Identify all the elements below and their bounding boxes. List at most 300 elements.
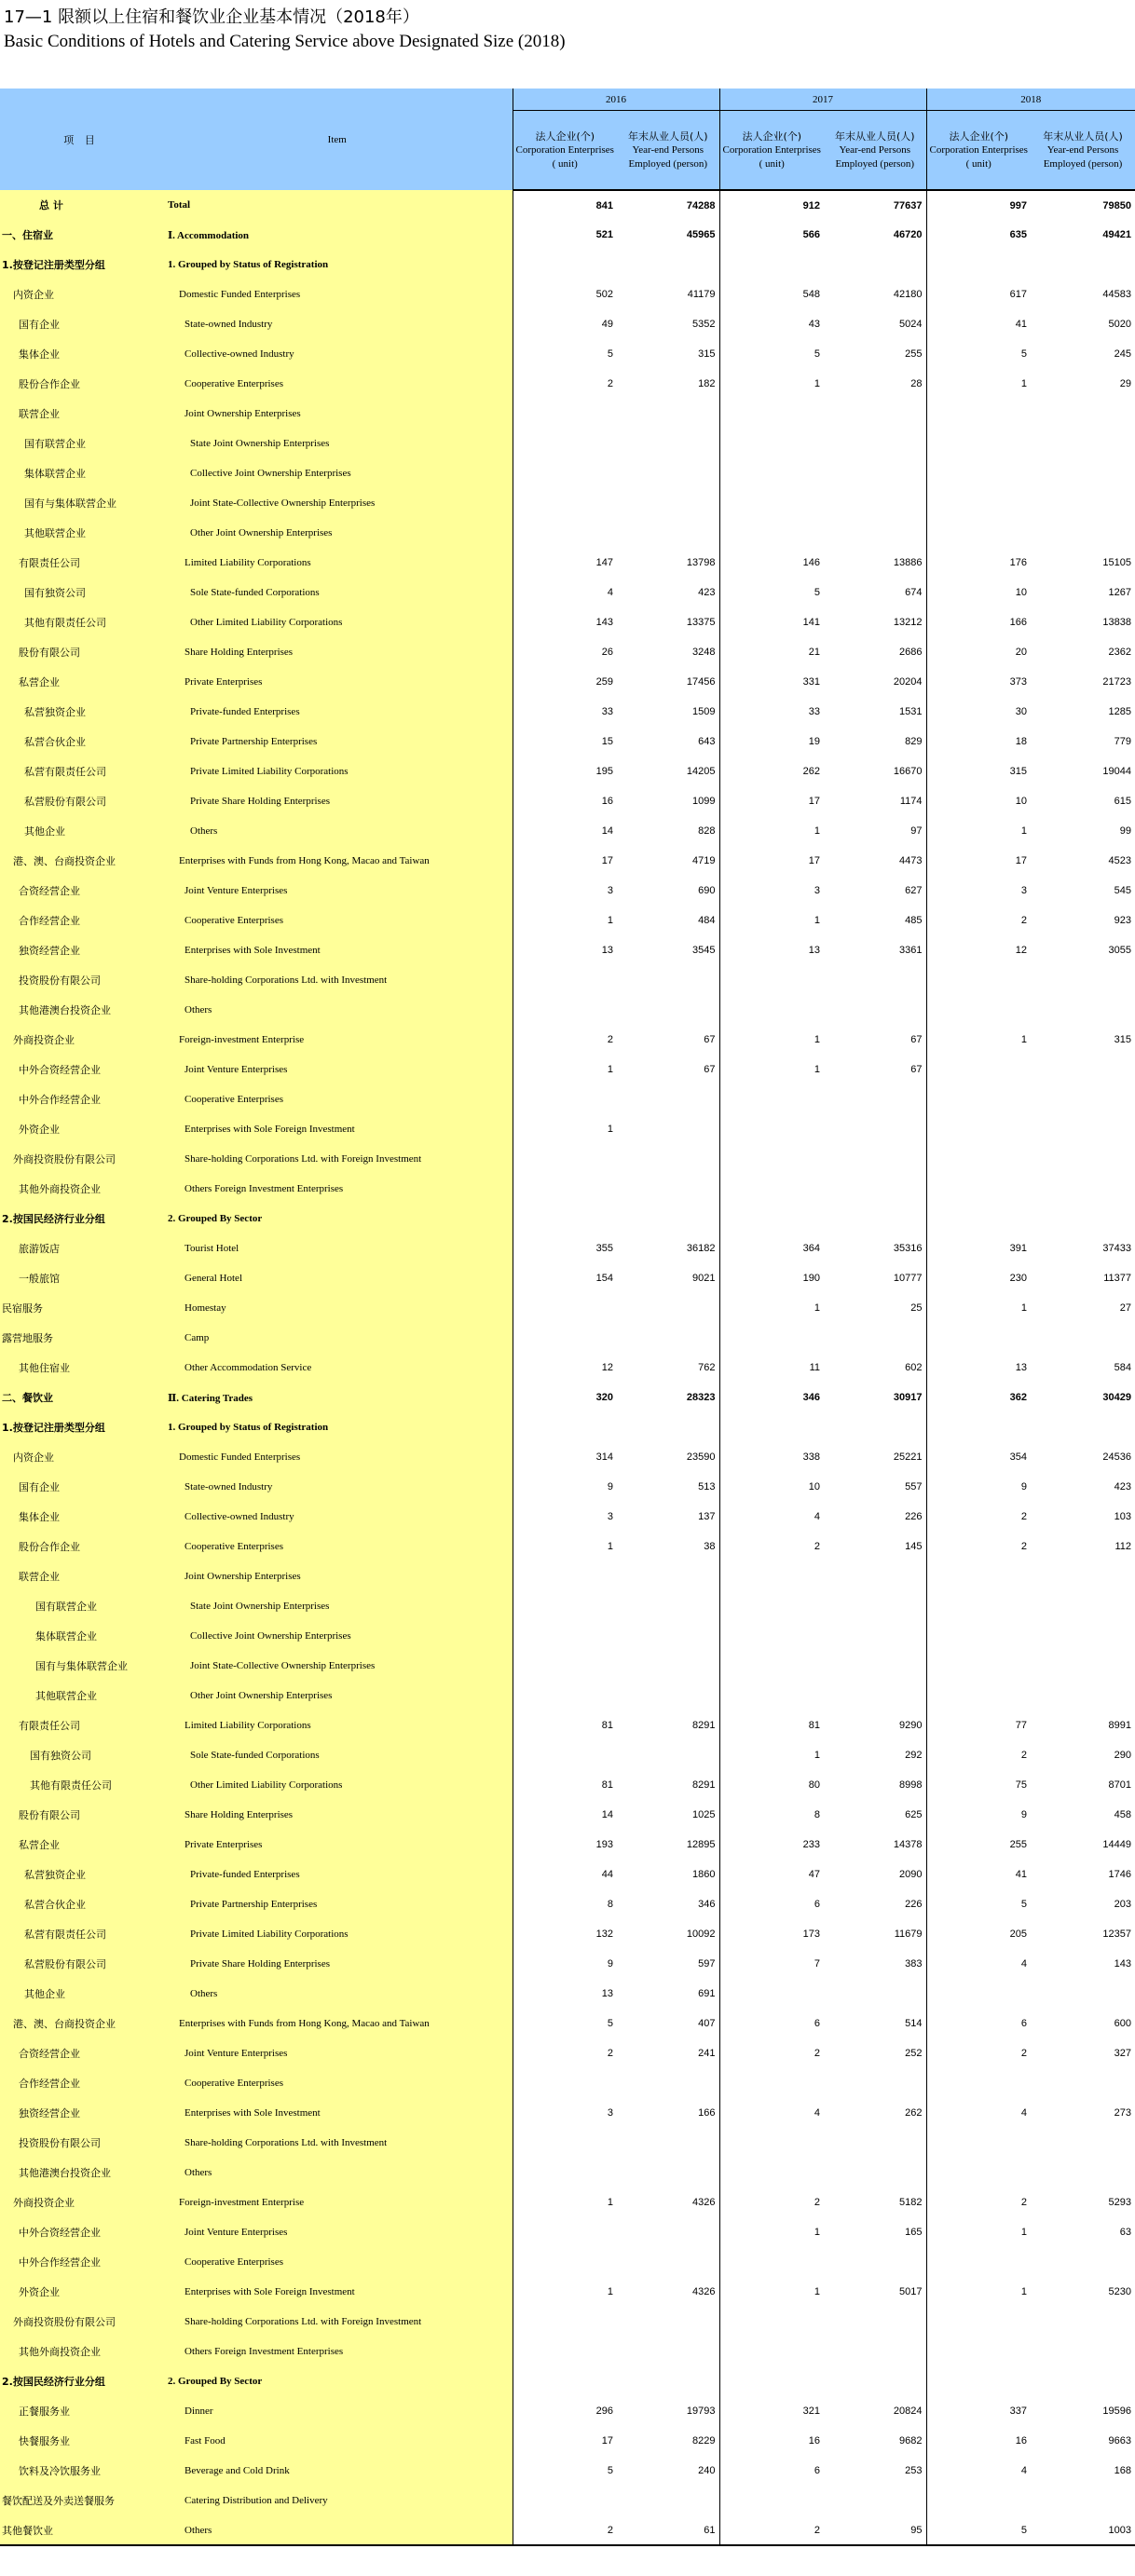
value-corporations: 2 (513, 1025, 617, 1055)
page-header (0, 0, 1135, 89)
value-corporations (719, 518, 824, 548)
value-employed (1031, 2247, 1135, 2277)
row-label-cn: 独资经营企业 (0, 2098, 162, 2128)
table-row (0, 2009, 1135, 2038)
value-corporations (719, 1591, 824, 1621)
table-row (0, 2038, 1135, 2068)
column-label-cn: 年末从业人员(人) (834, 129, 915, 143)
table-row (0, 1711, 1135, 1740)
corporation-enterprises-header (926, 111, 1031, 191)
value-employed: 226 (905, 1511, 923, 1522)
value-corporations: 17 (719, 786, 824, 816)
value-corporations (926, 995, 1031, 1025)
value-corporations: 2 (926, 1532, 1031, 1561)
value-corporations: 1 (719, 1025, 824, 1055)
value-corporations (719, 1084, 824, 1114)
value-employed: 5020 (1108, 319, 1131, 330)
value-employed: 423 (1114, 1481, 1131, 1492)
table-title-cn: 17—1 限额以上住宿和餐饮业企业基本情况（2018年） (4, 7, 419, 27)
row-label-en: Cooperative Enterprises (162, 1084, 513, 1114)
value-corporations (926, 1412, 1031, 1442)
value-corporations: 354 (926, 1442, 1031, 1472)
value-corporations: 1 (926, 2277, 1031, 2307)
value-employed (617, 1144, 719, 1174)
value-employed: 8229 (692, 2435, 716, 2447)
row-label-cn: 股份合作企业 (0, 1532, 162, 1561)
value-corporations (719, 1979, 824, 2009)
table-row (0, 1144, 1135, 1174)
value-corporations (926, 2247, 1031, 2277)
value-corporations: 13 (926, 1353, 1031, 1383)
value-corporations: 391 (926, 1233, 1031, 1263)
value-employed (824, 1084, 926, 1114)
value-corporations (926, 2486, 1031, 2515)
row-label-cn: 中外合资经营企业 (0, 1055, 162, 1084)
value-corporations: 315 (926, 756, 1031, 786)
row-label-en: Tourist Hotel (162, 1233, 513, 1263)
row-label-en: Cooperative Enterprises (162, 1532, 513, 1561)
row-label-en: Private Partnership Enterprises (162, 727, 513, 756)
row-label-cn: 集体联营企业 (0, 1621, 162, 1651)
table-row (0, 2158, 1135, 2188)
value-corporations: 5 (513, 339, 617, 369)
value-corporations (513, 2158, 617, 2188)
row-label-en: Foreign-investment Enterprise (162, 1025, 513, 1055)
row-label-cn: 私营有限责任公司 (0, 1919, 162, 1949)
value-corporations (513, 965, 617, 995)
value-corporations: 262 (719, 756, 824, 786)
table-row (0, 578, 1135, 607)
value-employed: 4326 (692, 2197, 716, 2208)
value-corporations: 17 (926, 846, 1031, 876)
row-label-cn: 其他联营企业 (0, 1681, 162, 1711)
value-corporations (513, 2068, 617, 2098)
value-corporations: 193 (513, 1830, 617, 1860)
row-label-cn: 2.按国民经济行业分组 (0, 1204, 162, 1233)
row-label-en: Others (162, 2515, 513, 2545)
value-employed (617, 1740, 719, 1770)
value-employed: 44583 (1102, 289, 1131, 300)
value-corporations (513, 1084, 617, 1114)
value-employed: 674 (905, 587, 923, 598)
table-row (0, 518, 1135, 548)
row-label-en: Private Enterprises (162, 667, 513, 697)
table-row (0, 876, 1135, 906)
value-employed: 327 (1114, 2048, 1131, 2059)
value-employed (824, 1114, 926, 1144)
value-employed: 292 (905, 1750, 923, 1761)
value-employed: 615 (1114, 796, 1131, 807)
value-employed (1031, 965, 1135, 995)
row-label-cn: 其他联营企业 (0, 518, 162, 548)
table-row (0, 1740, 1135, 1770)
value-corporations: 1 (719, 906, 824, 935)
table-row (0, 250, 1135, 279)
value-employed: 643 (698, 736, 716, 747)
value-employed: 13798 (686, 557, 716, 568)
row-label-en: Others (162, 816, 513, 846)
value-corporations: 314 (513, 1442, 617, 1472)
value-corporations: 49 (513, 309, 617, 339)
value-employed (617, 1591, 719, 1621)
row-label-cn: 一、住宿业 (0, 220, 162, 250)
row-label-cn: 私营股份有限公司 (0, 786, 162, 816)
row-label-en: Others Foreign Investment Enterprises (162, 2337, 513, 2366)
value-corporations: 11 (719, 1353, 824, 1383)
value-employed: 5024 (899, 319, 923, 330)
value-employed: 35316 (893, 1243, 923, 1254)
row-label-cn: 私营独资企业 (0, 1860, 162, 1889)
row-label-en: Enterprises with Sole Investment (162, 2098, 513, 2128)
value-corporations: 146 (719, 548, 824, 578)
value-employed: 252 (905, 2048, 923, 2059)
value-employed: 203 (1114, 1899, 1131, 1910)
row-label-cn: 合资经营企业 (0, 876, 162, 906)
value-employed: 3248 (692, 647, 716, 658)
row-label-en: Joint Venture Enterprises (162, 1055, 513, 1084)
column-label-en: Corporation Enterprises ( unit) (515, 143, 614, 170)
value-employed: 25 (910, 1302, 923, 1314)
row-label-cn: 独资经营企业 (0, 935, 162, 965)
value-corporations: 1 (719, 2277, 824, 2307)
value-corporations: 617 (926, 279, 1031, 309)
value-employed (1031, 2158, 1135, 2188)
value-corporations: 1 (719, 816, 824, 846)
value-employed (1031, 1174, 1135, 1204)
row-label-en: Cooperative Enterprises (162, 369, 513, 399)
value-employed (617, 2068, 719, 2098)
row-label-cn: 二、餐饮业 (0, 1383, 162, 1412)
value-corporations (513, 429, 617, 458)
value-corporations (719, 1204, 824, 1233)
value-corporations (513, 2247, 617, 2277)
table-row (0, 1681, 1135, 1711)
value-corporations (926, 250, 1031, 279)
value-corporations: 1 (513, 2277, 617, 2307)
value-employed (1031, 1084, 1135, 1114)
row-label-en: Share-holding Corporations Ltd. with Foreign Investment (162, 1144, 513, 1174)
row-label-en: Enterprises with Funds from Hong Kong, Macao and Taiwan (162, 846, 513, 876)
row-label-cn: 私营有限责任公司 (0, 756, 162, 786)
value-corporations: 6 (719, 2009, 824, 2038)
row-label-en: State-owned Industry (162, 309, 513, 339)
value-employed: 8291 (692, 1779, 716, 1791)
value-corporations (719, 250, 824, 279)
value-employed (617, 1293, 719, 1323)
row-label-cn: 餐饮配送及外卖送餐服务 (0, 2486, 162, 2515)
value-employed: 9021 (692, 1273, 716, 1284)
value-employed (617, 488, 719, 518)
value-employed: 182 (698, 378, 716, 389)
table-row (0, 2188, 1135, 2217)
value-employed (1031, 2366, 1135, 2396)
value-corporations: 6 (719, 1889, 824, 1919)
row-label-cn: 私营独资企业 (0, 697, 162, 727)
value-employed (617, 1561, 719, 1591)
value-corporations (513, 2486, 617, 2515)
value-corporations (719, 965, 824, 995)
value-corporations: 2 (926, 1740, 1031, 1770)
value-employed: 38 (704, 1541, 716, 1552)
row-label-en: Fast Food (162, 2426, 513, 2456)
row-label-en: Joint Ownership Enterprises (162, 399, 513, 429)
value-employed: 407 (698, 2018, 716, 2029)
value-corporations: 43 (719, 309, 824, 339)
value-corporations (926, 399, 1031, 429)
value-employed (824, 1561, 926, 1591)
value-corporations: 230 (926, 1263, 1031, 1293)
value-corporations (926, 1591, 1031, 1621)
value-employed: 273 (1114, 2107, 1131, 2119)
value-employed (617, 2307, 719, 2337)
value-corporations (719, 2128, 824, 2158)
value-employed: 690 (698, 885, 716, 896)
value-corporations (513, 2366, 617, 2396)
value-corporations: 13 (513, 1979, 617, 2009)
value-employed: 41179 (687, 289, 716, 300)
value-corporations: 635 (926, 220, 1031, 250)
value-employed: 13886 (893, 557, 923, 568)
table-body (0, 190, 1135, 2545)
value-employed (824, 2307, 926, 2337)
value-corporations: 566 (719, 220, 824, 250)
table-row (0, 458, 1135, 488)
row-label-en: Private Share Holding Enterprises (162, 1949, 513, 1979)
row-label-en: Joint Ownership Enterprises (162, 1561, 513, 1591)
value-corporations (719, 2068, 824, 2098)
value-employed (617, 1323, 719, 1353)
value-corporations: 321 (719, 2396, 824, 2426)
value-corporations: 141 (719, 607, 824, 637)
value-employed: 42180 (893, 289, 923, 300)
value-employed (617, 1651, 719, 1681)
value-corporations: 80 (719, 1770, 824, 1800)
row-label-cn: 集体企业 (0, 1502, 162, 1532)
value-employed (617, 1174, 719, 1204)
value-employed (617, 1681, 719, 1711)
row-label-en: Collective-owned Industry (162, 339, 513, 369)
table-row (0, 429, 1135, 458)
value-corporations: 33 (513, 697, 617, 727)
row-label-cn: 港、澳、台商投资企业 (0, 846, 162, 876)
row-label-cn: 合作经营企业 (0, 906, 162, 935)
value-employed (1031, 1055, 1135, 1084)
value-employed (824, 250, 926, 279)
table-row (0, 1561, 1135, 1591)
row-label-cn: 国有与集体联营企业 (0, 488, 162, 518)
value-corporations: 2 (926, 906, 1031, 935)
value-corporations: 195 (513, 756, 617, 786)
table-header (0, 89, 1135, 190)
value-corporations: 154 (513, 1263, 617, 1293)
value-employed: 12357 (1102, 1929, 1131, 1940)
value-employed: 5017 (899, 2286, 923, 2297)
value-corporations: 3 (719, 876, 824, 906)
value-corporations: 1 (926, 1025, 1031, 1055)
table-row (0, 1383, 1135, 1412)
value-corporations: 10 (719, 1472, 824, 1502)
value-employed: 21723 (1102, 676, 1131, 688)
value-employed: 30917 (893, 1392, 923, 1403)
value-employed: 5230 (1108, 2286, 1131, 2297)
value-employed: 1267 (1108, 587, 1131, 598)
value-corporations (513, 1174, 617, 1204)
row-label-en: Cooperative Enterprises (162, 906, 513, 935)
value-corporations: 364 (719, 1233, 824, 1263)
value-employed: 9682 (899, 2435, 923, 2447)
value-corporations: 320 (513, 1383, 617, 1412)
value-corporations: 30 (926, 697, 1031, 727)
value-employed: 4523 (1108, 855, 1131, 866)
row-label-en: Enterprises with Sole Foreign Investment (162, 2277, 513, 2307)
value-corporations (513, 488, 617, 518)
value-employed: 20824 (893, 2406, 923, 2417)
value-corporations (513, 1412, 617, 1442)
value-corporations (513, 399, 617, 429)
value-employed: 315 (698, 348, 716, 360)
value-corporations: 14 (513, 816, 617, 846)
value-employed (617, 429, 719, 458)
value-corporations (513, 1293, 617, 1323)
value-corporations: 233 (719, 1830, 824, 1860)
value-employed (824, 2128, 926, 2158)
value-corporations: 6 (926, 2009, 1031, 2038)
value-employed (824, 1144, 926, 1174)
value-corporations: 3 (926, 876, 1031, 906)
value-employed: 5352 (692, 319, 716, 330)
value-employed: 600 (1114, 2018, 1131, 2029)
table-row (0, 279, 1135, 309)
value-corporations: 338 (719, 1442, 824, 1472)
row-label-cn: 总 计 (0, 190, 162, 220)
value-employed (1031, 2486, 1135, 2515)
value-corporations (926, 518, 1031, 548)
value-corporations (513, 1740, 617, 1770)
value-corporations: 1 (513, 2188, 617, 2217)
value-corporations (513, 1651, 617, 1681)
table-row (0, 2396, 1135, 2426)
value-employed: 625 (905, 1809, 923, 1820)
value-employed (617, 2158, 719, 2188)
row-label-en: Ⅱ. Catering Trades (162, 1383, 513, 1412)
value-corporations: 4 (926, 1949, 1031, 1979)
value-corporations: 1 (719, 2217, 824, 2247)
value-employed: 67 (704, 1064, 716, 1075)
persons-employed-header (1031, 111, 1135, 191)
row-label-en: Joint Venture Enterprises (162, 876, 513, 906)
row-label-en: Enterprises with Sole Investment (162, 935, 513, 965)
value-employed: 13838 (1102, 617, 1131, 628)
table-row (0, 339, 1135, 369)
row-label-cn: 私营企业 (0, 1830, 162, 1860)
value-employed: 27 (1119, 1302, 1131, 1314)
value-corporations: 1 (513, 1532, 617, 1561)
value-employed (617, 2217, 719, 2247)
value-employed: 315 (1114, 1034, 1131, 1045)
value-employed (617, 1204, 719, 1233)
value-corporations: 41 (926, 1860, 1031, 1889)
value-corporations (719, 2337, 824, 2366)
table-row (0, 1174, 1135, 1204)
value-corporations: 3 (513, 1502, 617, 1532)
value-employed: 602 (905, 1362, 923, 1373)
value-corporations (926, 2366, 1031, 2396)
corporation-enterprises-header (513, 111, 617, 191)
value-corporations: 12 (926, 935, 1031, 965)
value-employed (617, 250, 719, 279)
value-corporations (926, 2068, 1031, 2098)
value-employed: 14378 (893, 1839, 923, 1850)
value-corporations (719, 1174, 824, 1204)
row-label-cn: 其他外商投资企业 (0, 2337, 162, 2366)
row-label-en: Others (162, 2158, 513, 2188)
value-employed (617, 458, 719, 488)
table-row (0, 1055, 1135, 1084)
value-employed: 1860 (692, 1869, 716, 1880)
value-corporations: 19 (719, 727, 824, 756)
value-employed: 95 (824, 2515, 926, 2545)
value-corporations (719, 1323, 824, 1353)
row-label-en: Total (162, 190, 513, 220)
table-row (0, 2068, 1135, 2098)
value-employed (1031, 1621, 1135, 1651)
table-row (0, 1472, 1135, 1502)
table-row (0, 2426, 1135, 2456)
value-employed: 253 (905, 2465, 923, 2476)
row-label-cn: 国有独资公司 (0, 1740, 162, 1770)
value-employed: 103 (1114, 1511, 1131, 1522)
value-employed: 3361 (899, 945, 923, 956)
value-corporations (719, 458, 824, 488)
row-label-en: Enterprises with Funds from Hong Kong, Macao and Taiwan (162, 2009, 513, 2038)
column-label-cn: 法人企业(个) (949, 129, 1009, 143)
value-corporations: 2 (513, 369, 617, 399)
value-employed (824, 1174, 926, 1204)
value-corporations (926, 2307, 1031, 2337)
value-corporations (719, 2307, 824, 2337)
table-row (0, 1532, 1135, 1561)
value-corporations: 259 (513, 667, 617, 697)
table-row (0, 1949, 1135, 1979)
value-corporations: 205 (926, 1919, 1031, 1949)
value-employed (1031, 518, 1135, 548)
value-corporations: 7 (719, 1949, 824, 1979)
row-label-cn: 中外合作经营企业 (0, 1084, 162, 1114)
row-label-cn: 股份有限公司 (0, 637, 162, 667)
value-employed (824, 1323, 926, 1353)
row-label-cn: 内资企业 (0, 1442, 162, 1472)
row-label-en: Homestay (162, 1293, 513, 1323)
row-label-en: 1. Grouped by Status of Registration (162, 1412, 513, 1442)
value-employed: 13212 (893, 617, 923, 628)
value-employed (824, 488, 926, 518)
value-corporations: 41 (926, 309, 1031, 339)
value-employed: 145 (905, 1541, 923, 1552)
value-employed: 77637 (893, 199, 923, 211)
value-employed: 762 (698, 1362, 716, 1373)
value-employed (617, 1084, 719, 1114)
item-cn-header: 项 目 (0, 89, 162, 190)
value-employed: 383 (905, 1958, 923, 1969)
table-title-en: Basic Conditions of Hotels and Catering Service above Designated Size (2018) (4, 32, 566, 51)
table-row (0, 906, 1135, 935)
row-label-en: Cooperative Enterprises (162, 2068, 513, 2098)
value-corporations (926, 429, 1031, 458)
row-label-cn: 1.按登记注册类型分组 (0, 1412, 162, 1442)
row-label-en: Other Joint Ownership Enterprises (162, 1681, 513, 1711)
value-corporations (926, 1114, 1031, 1144)
value-employed: 423 (698, 587, 716, 598)
